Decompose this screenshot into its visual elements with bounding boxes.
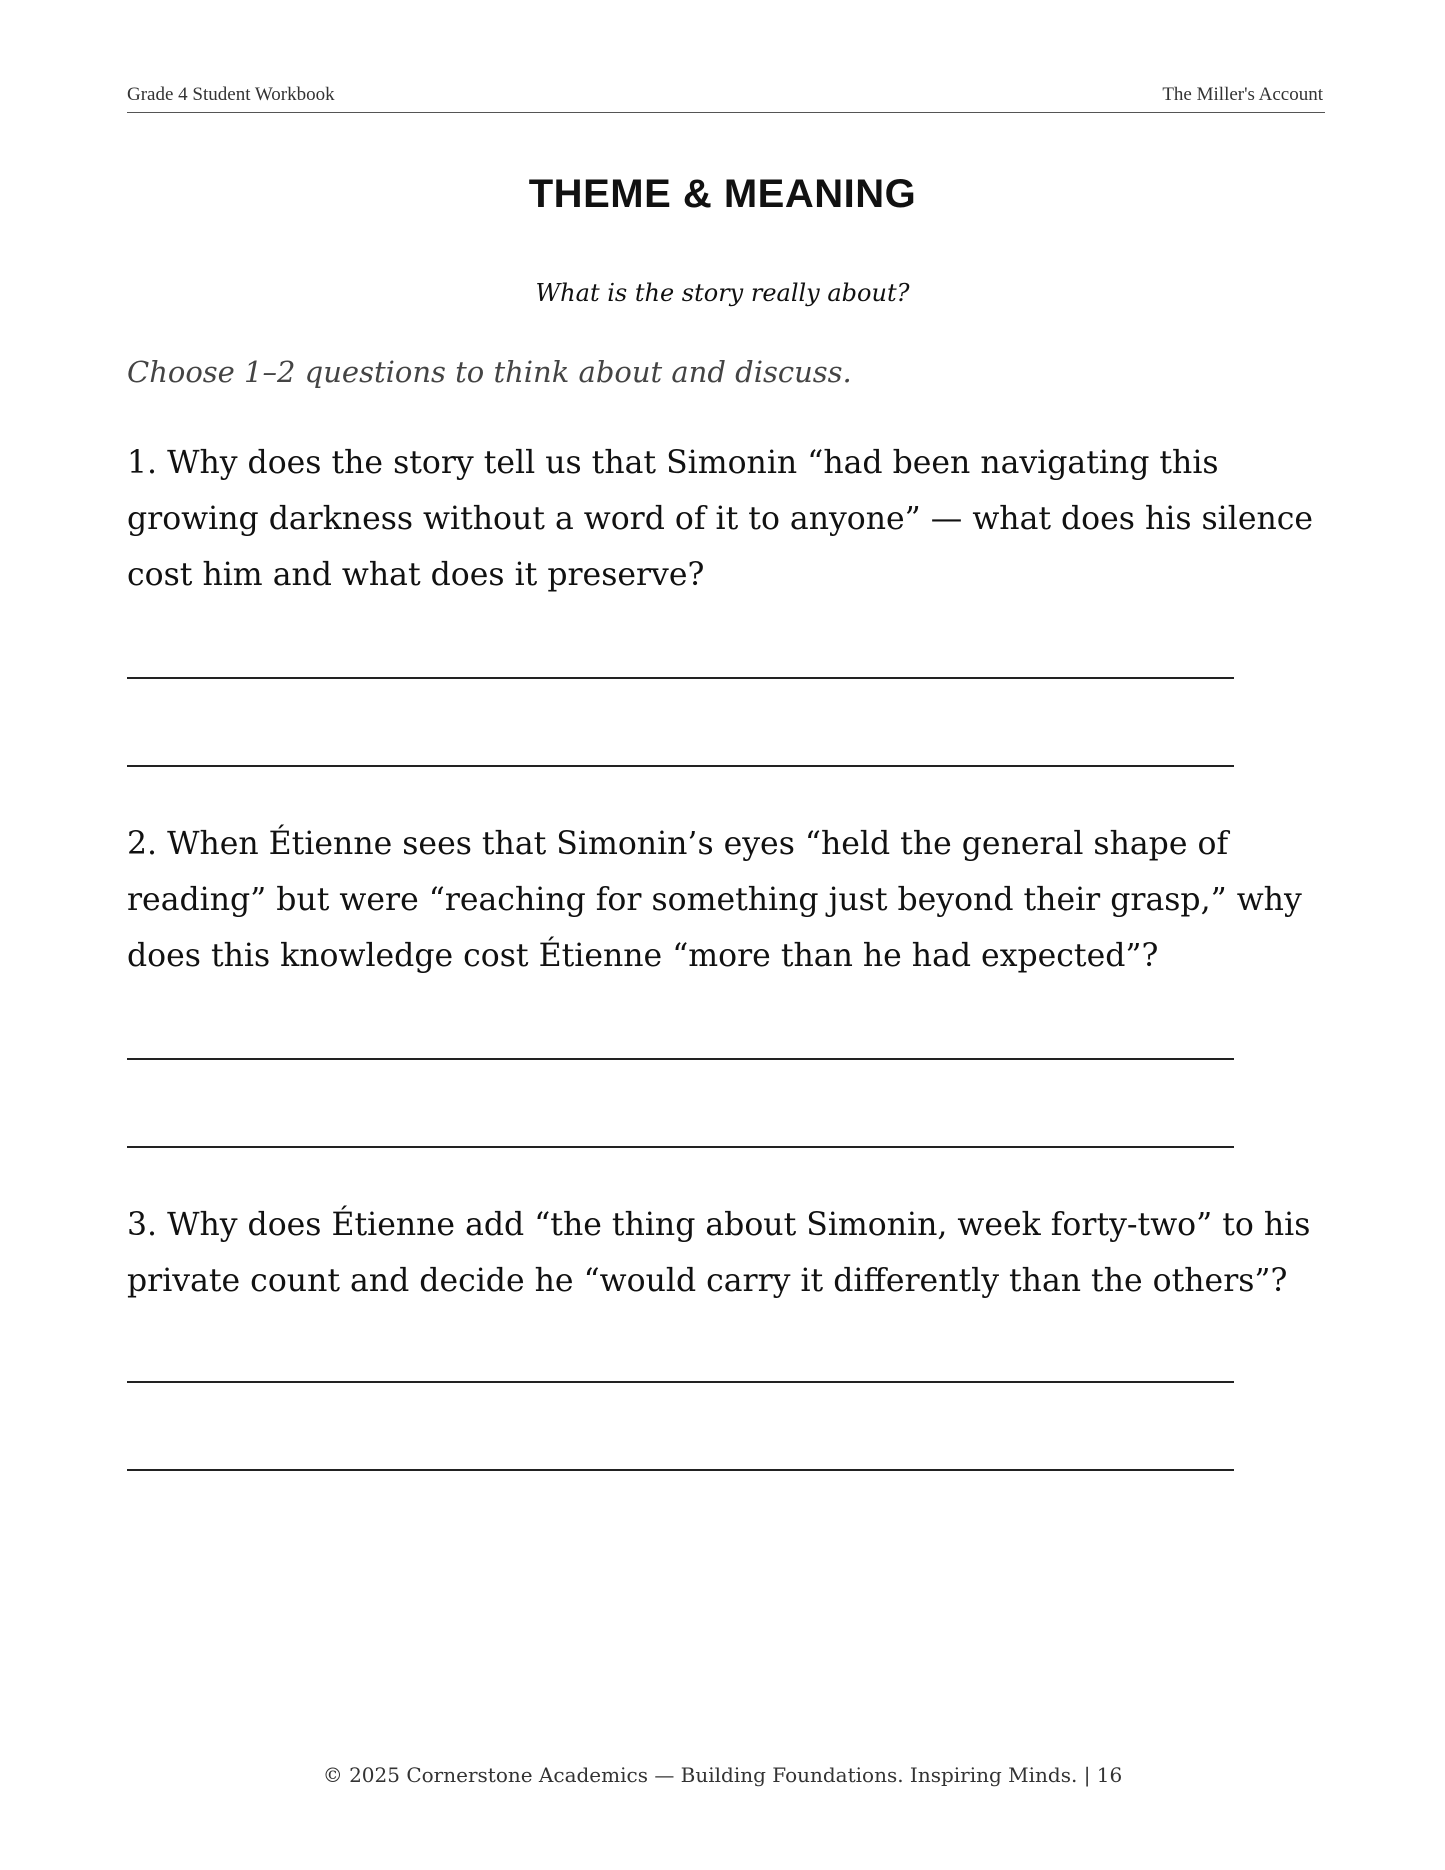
- running-header: [127, 84, 1325, 113]
- question-2: 2. When Étienne sees that Simonin’s eyes “held the general shape of reading” but were “reaching for something just beyond their grasp,” why does this knowledge cost Étienne “more than he had expected”?: [127, 826, 1302, 974]
- header-workbook-title: Grade 4 Student Workbook: [127, 84, 335, 105]
- header-story-title: The Miller's Account: [1162, 84, 1323, 105]
- answer-line-q1-1[interactable]: [127, 677, 1234, 679]
- answer-line-q2-2[interactable]: [127, 1146, 1234, 1148]
- answer-line-q3-2[interactable]: [127, 1469, 1234, 1471]
- answer-line-q2-1[interactable]: [127, 1058, 1234, 1060]
- instructions: Choose 1–2 questions to think about and discuss.: [127, 355, 852, 389]
- question-3: 3. Why does Étienne add “the thing about Simonin, week forty-two” to his private count and decide he “would carry it differently than the others”?: [127, 1207, 1311, 1299]
- answer-line-q1-2[interactable]: [127, 765, 1234, 767]
- page-title: THEME & MEANING: [528, 172, 917, 216]
- page-footer: © 2025 Cornerstone Academics — Building Foundations. Inspiring Minds. | 16: [322, 1763, 1123, 1787]
- question-1: 1. Why does the story tell us that Simonin “had been navigating this growing darkness without a word of it to anyone” — what does his silence cost him and what does it preserve?: [127, 445, 1314, 593]
- page-subtitle: What is the story really about?: [535, 279, 910, 307]
- answer-line-q3-1[interactable]: [127, 1381, 1234, 1383]
